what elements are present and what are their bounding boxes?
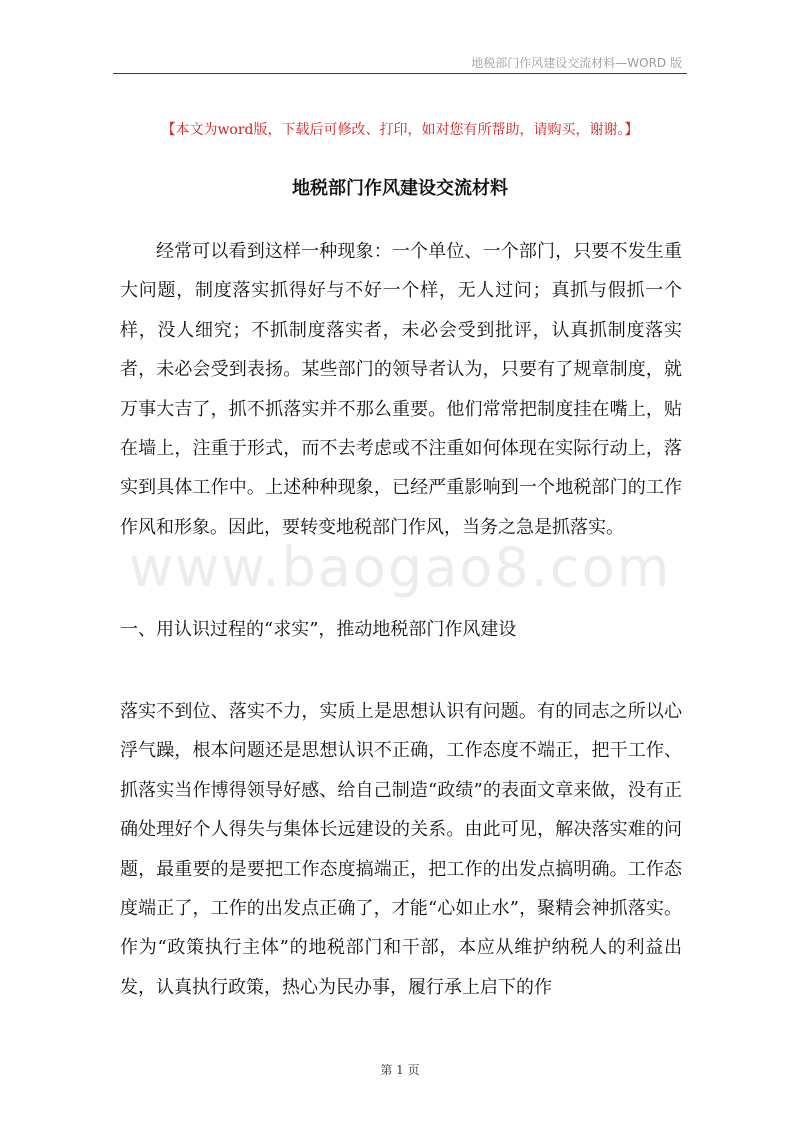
document-title: 地税部门作风建设交流材料 — [292, 178, 508, 199]
paragraph-section-1: 落实不到位、落实不力，实质上是思想认识有问题。有的同志之所以心浮气躁，根本问题还是思想认识不正确，工作态度不端正，把干工作、抓落实当作博得领导好感、给自己制造“政绩”的表面文章来做，没有正确处理好个人得失与集体长远建设的关系。由此可见，解决落实难的问题，最重要的是要把工作态度搞端正，把工作的出发点搞明确。工作态度端正了，工作的出发点正确了，才能“心如止水”，聚精会神抓落实。作为“政策执行主体”的地税部门和干部，本应从维护纳税人的利益出发，认真执行政策，热心为民办事，履行承上启下的作 — [120, 701, 682, 998]
site-watermark: www.baogao8.com — [128, 536, 672, 599]
purchase-notice: 【本文为word版，下载后可修改、打印，如对您有所帮助，请购买，谢谢。】 — [161, 122, 639, 138]
section-heading-1: 一、用认识过程的“求实”，推动地税部门作风建设 — [120, 619, 517, 640]
header-divider — [113, 73, 687, 74]
running-header: 地税部门作风建设交流材料—WORD 版 — [471, 56, 682, 70]
paragraph-intro: 经常可以看到这样一种现象：一个单位、一个部门，只要不发生重大问题，制度落实抓得好与不好一个样，无人过问；真抓与假抓一个样，没人细究；不抓制度落实者，未必会受到批评，认真抓制度落实者，未必会受到表扬。某些部门的领导者认为，只要有了规章制度，就万事大吉了，抓不抓落实并不那么重要。他们常常把制度挂在嘴上，贴在墙上，注重于形式，而不去考虑或不注重如何体现在实际行动上，落实到具体工作中。上述种种现象，已经严重影响到一个地税部门的工作作风和形象。因此，要转变地税部门作风，当务之急是抓落实。 — [120, 241, 682, 538]
page-number: 第 1 页 — [380, 1063, 420, 1077]
